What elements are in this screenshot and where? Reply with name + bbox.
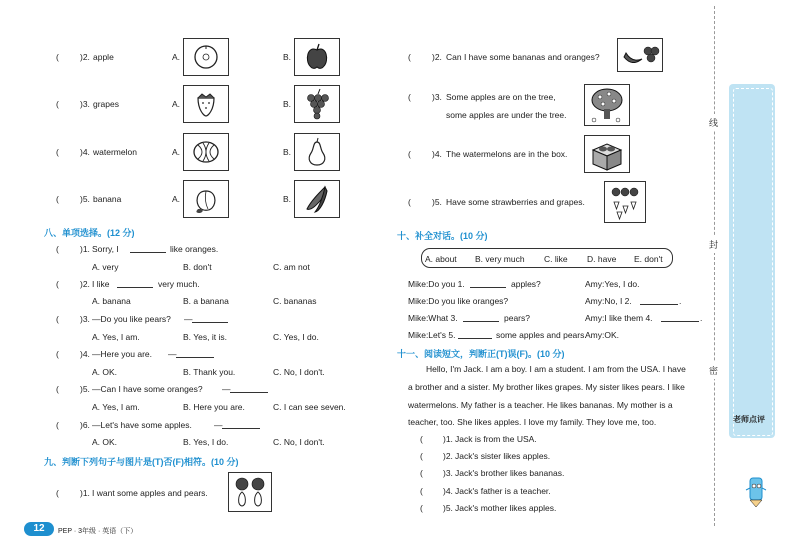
answer-blank[interactable]	[463, 313, 499, 322]
answer-blank[interactable]	[640, 296, 678, 305]
question-text: —	[222, 384, 231, 394]
question-number: )2.	[443, 451, 453, 461]
statement-number: )4.	[432, 149, 442, 159]
item-word: grapes	[93, 99, 119, 109]
question-text: —	[214, 420, 223, 430]
passage-line: watermelons. My father is a teacher. He likes bananas. My mother is a	[408, 400, 673, 410]
answer-paren[interactable]: (	[420, 486, 423, 496]
question-text: —Let's have some apples.	[92, 420, 192, 430]
item-number: )5.	[80, 194, 90, 204]
option-a: A. Yes, I am.	[92, 402, 140, 412]
answer-paren[interactable]: (	[408, 52, 411, 62]
word-bank-option: B. very much	[475, 254, 525, 264]
statement-number: )2.	[432, 52, 442, 62]
teacher-comment-label: 老师点评	[733, 415, 765, 424]
option-b: B. Yes, it is.	[183, 332, 227, 342]
option-c: C. No, I don't.	[273, 367, 325, 377]
box-picture	[584, 135, 630, 173]
question-text: Jack's father is a teacher.	[455, 486, 551, 496]
question-text: very much.	[158, 279, 200, 289]
option-a-label: A.	[172, 147, 181, 157]
answer-paren[interactable]: (	[56, 314, 59, 324]
section-10-title: 十、补全对话。(10 分)	[397, 231, 488, 241]
question-text: —Do you like pears?	[92, 314, 171, 324]
statement-text: Can I have some bananas and oranges?	[446, 52, 600, 62]
answer-paren[interactable]: (	[56, 279, 59, 289]
answer-blank[interactable]	[458, 330, 492, 339]
question-number: )3.	[443, 468, 453, 478]
binding-char: 封	[709, 236, 718, 253]
statement-text: Some apples are on the tree,	[446, 92, 556, 102]
answer-paren[interactable]: (	[56, 488, 59, 498]
option-c: C. am not	[273, 262, 310, 272]
mike-line: Mike:What 3.	[408, 313, 458, 323]
question-number: )1.	[443, 434, 453, 444]
answer-blank[interactable]	[661, 313, 699, 322]
statement-text: The watermelons are in the box.	[446, 149, 568, 159]
answer-paren[interactable]: (	[56, 147, 59, 157]
apples-pears-picture	[228, 472, 272, 512]
fruits-picture	[604, 181, 646, 223]
section-8-title: 八、单项选择。(12 分)	[44, 228, 135, 238]
watermelon-picture[interactable]	[183, 133, 229, 171]
footer-label: PEP · 3年级 · 英语（下）	[58, 528, 138, 535]
answer-blank[interactable]	[176, 349, 214, 358]
mike-line-end: some apples and pears.	[496, 330, 587, 340]
page-number: 12	[24, 522, 54, 536]
amy-line: Amy:No, I 2.	[585, 296, 632, 306]
question-number: )3.	[80, 314, 90, 324]
question-text: —Can I have some oranges?	[92, 384, 203, 394]
question-text: —Here you are.	[92, 349, 152, 359]
answer-paren[interactable]: (	[408, 197, 411, 207]
option-b-label: B.	[283, 52, 292, 62]
option-a-label: A.	[172, 99, 181, 109]
question-text: Jack's brother likes bananas.	[455, 468, 565, 478]
amy-line: Amy:I like them 4.	[585, 313, 653, 323]
word-bank-option: D. have	[587, 254, 617, 264]
answer-paren[interactable]: (	[56, 52, 59, 62]
option-b: B. Here you are.	[183, 402, 245, 412]
option-b: B. Yes, I do.	[183, 437, 229, 447]
amy-line: Amy:OK.	[585, 330, 620, 340]
question-text: —	[168, 349, 177, 359]
word-bank-option: E. don't	[634, 254, 663, 264]
answer-blank[interactable]	[230, 384, 268, 393]
question-text: Jack's sister likes apples.	[455, 451, 551, 461]
question-number: )1.	[80, 244, 90, 254]
question-number: )4.	[80, 349, 90, 359]
mike-line: Mike:Do you 1.	[408, 279, 465, 289]
mike-line-end: pears?	[504, 313, 530, 323]
item-word: banana	[93, 194, 122, 204]
question-text: Jack is from the USA.	[455, 434, 537, 444]
pencil-mascot-icon	[742, 472, 770, 508]
question-text: Jack's mother likes apples.	[455, 503, 557, 513]
question-number: )5.	[80, 384, 90, 394]
option-c: C. I can see seven.	[273, 402, 346, 412]
passage-line: Hello, I'm Jack. I am a boy. I am a student. I am from the USA. I have	[426, 364, 686, 374]
answer-blank[interactable]	[222, 420, 260, 429]
strawberry-picture[interactable]	[183, 85, 229, 123]
answer-paren[interactable]: (	[408, 92, 411, 102]
orange-picture[interactable]	[183, 38, 229, 76]
item-word: apple	[93, 52, 114, 62]
mike-line: Mike:Let's 5.	[408, 330, 456, 340]
option-c: C. No, I don't.	[273, 437, 325, 447]
option-a: A. banana	[92, 296, 131, 306]
section-9-title: 九、判断下列句子与图片是(T)否(F)相符。(10 分)	[44, 457, 239, 467]
answer-blank[interactable]	[192, 314, 228, 323]
option-a: A. very	[92, 262, 119, 272]
question-number: )6.	[80, 420, 90, 430]
question-text: I like	[92, 279, 110, 289]
passage-line: teacher, too. She likes apples. I love my family. They love me, too.	[408, 417, 657, 427]
answer-blank[interactable]	[117, 279, 153, 288]
statement-number: )5.	[432, 197, 442, 207]
answer-blank[interactable]	[470, 279, 506, 288]
answer-paren[interactable]: (	[56, 384, 59, 394]
question-text: Sorry, I	[92, 244, 119, 254]
apple-picture[interactable]	[294, 38, 340, 76]
item-number: )4.	[80, 147, 90, 157]
word-bank-option: A. about	[425, 254, 457, 264]
option-a: A. OK.	[92, 367, 118, 377]
option-a-label: A.	[172, 194, 181, 204]
question-number: )4.	[443, 486, 453, 496]
question-number: )1.	[80, 488, 90, 498]
mike-line: Mike:Do you like oranges?	[408, 296, 509, 306]
bananas-oranges-picture	[617, 38, 663, 72]
option-b: B. Thank you.	[183, 367, 236, 377]
option-a: A. OK.	[92, 437, 118, 447]
word-bank-option: C. like	[544, 254, 568, 264]
binding-line	[714, 6, 715, 526]
answer-paren[interactable]: (	[420, 451, 423, 461]
passage-line: a brother and a sister. My brother likes grapes. My sister likes pears. I like	[408, 382, 685, 392]
option-a: A. Yes, I am.	[92, 332, 140, 342]
question-number: )5.	[443, 503, 453, 513]
answer-blank[interactable]	[130, 244, 166, 253]
amy-line: Amy:Yes, I do.	[585, 279, 640, 289]
binding-char: 密	[709, 362, 718, 379]
option-c: C. Yes, I do.	[273, 332, 319, 342]
answer-paren[interactable]: (	[420, 468, 423, 478]
section-11-title: 十一、阅读短文，判断正(T)误(F)。(10 分)	[397, 349, 565, 359]
grapes-picture[interactable]	[294, 85, 340, 123]
answer-paren[interactable]: (	[56, 420, 59, 430]
answer-paren[interactable]: (	[408, 149, 411, 159]
question-text: —	[184, 314, 193, 324]
item-number: )2.	[80, 52, 90, 62]
answer-paren[interactable]: (	[420, 503, 423, 513]
question-text: like oranges.	[170, 244, 219, 254]
option-b-label: B.	[283, 194, 292, 204]
item-number: )3.	[80, 99, 90, 109]
statement-text-line2: some apples are under the tree.	[446, 110, 567, 120]
mike-line-end: apples?	[511, 279, 541, 289]
pear-picture[interactable]	[294, 133, 340, 171]
option-b: B. a banana	[183, 296, 229, 306]
question-number: )2.	[80, 279, 90, 289]
answer-paren[interactable]: (	[420, 434, 423, 444]
banana-picture[interactable]	[294, 180, 340, 218]
answer-paren[interactable]: (	[56, 194, 59, 204]
answer-paren[interactable]: (	[56, 99, 59, 109]
statement-number: )3.	[432, 92, 442, 102]
statement-text: Have some strawberries and grapes.	[446, 197, 585, 207]
option-b: B. don't	[183, 262, 212, 272]
item-word: watermelon	[93, 147, 137, 157]
binding-char: 线	[709, 114, 718, 131]
answer-paren[interactable]: (	[56, 244, 59, 254]
answer-paren[interactable]: (	[56, 349, 59, 359]
option-b-label: B.	[283, 99, 292, 109]
peach-picture[interactable]	[183, 180, 229, 218]
apple-tree-picture	[584, 84, 630, 126]
option-a-label: A.	[172, 52, 181, 62]
option-c: C. bananas	[273, 296, 317, 306]
question-text: I want some apples and pears.	[92, 488, 208, 498]
option-b-label: B.	[283, 147, 292, 157]
teacher-comment-area[interactable]	[733, 88, 773, 436]
